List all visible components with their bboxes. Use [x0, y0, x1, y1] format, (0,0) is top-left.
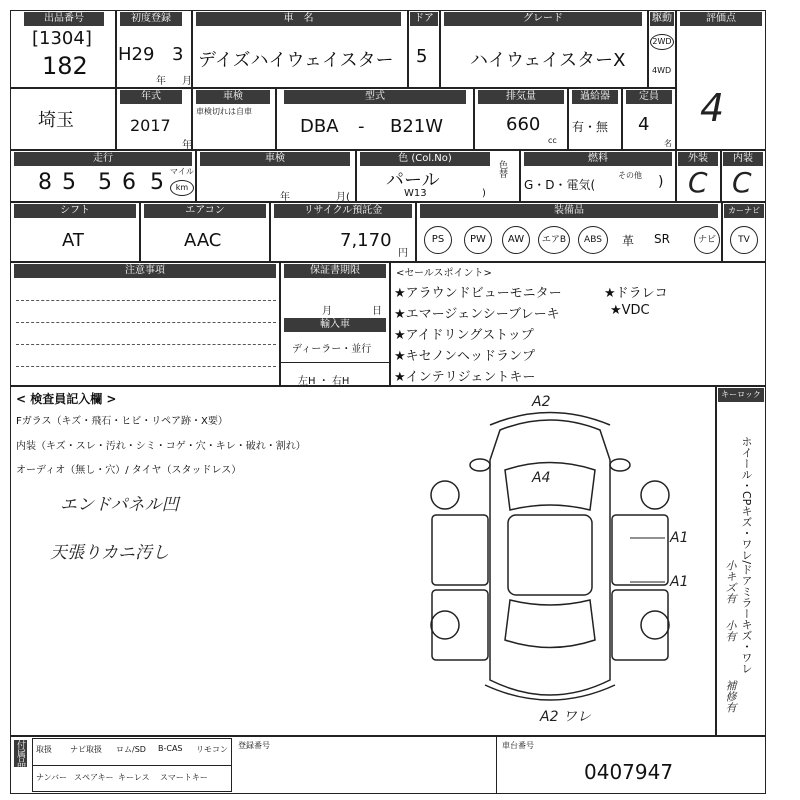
seats-unit: 名	[664, 139, 672, 148]
car-name: デイズハイウェイスター	[198, 50, 394, 71]
car-name-header: 車 名	[196, 12, 401, 26]
accessory-mid-line	[32, 765, 232, 766]
notes-line-3	[16, 344, 276, 345]
unit-mile: マイル	[170, 167, 194, 176]
sales-point-7: ★インテリジェントキー	[394, 370, 536, 385]
mark-right-door-1: A1	[670, 530, 689, 546]
ac-header: エアコン	[144, 204, 266, 218]
acc-keyless: キーレス	[118, 773, 150, 782]
rating-int-header: 内装	[723, 152, 763, 166]
warranty-header: 保証書期限	[284, 264, 386, 278]
shift-value: AT	[62, 230, 84, 251]
unit-km: km	[170, 180, 194, 196]
vehicle-date-header: 車検	[200, 152, 350, 166]
inspection-header: 車検	[196, 90, 270, 104]
seats-header: 定員	[626, 90, 672, 104]
side-column-header: キーロック	[718, 388, 764, 402]
import-header: 輸入車	[284, 318, 386, 332]
notes-line-1	[16, 300, 276, 301]
warranty-month: 月	[322, 306, 332, 317]
equipment-header: 装備品	[420, 204, 718, 218]
sales-point-5: ★アイドリングストップ	[394, 328, 534, 343]
displacement-header: 排気量	[478, 90, 564, 104]
model-type-header: 型式	[284, 90, 466, 104]
import-dealer: ディーラー・並行	[292, 344, 372, 355]
notes-header: 注意事項	[14, 264, 276, 278]
acc-smart-key: スマートキー	[160, 773, 208, 782]
lot-number: 182	[42, 52, 88, 80]
year-unit: 年	[156, 76, 166, 87]
acc-remote: リモコン	[196, 745, 228, 754]
mark-front: A2	[532, 394, 551, 410]
fuel-value: G・D・電気(	[524, 178, 596, 192]
vehicle-month-label: 月(	[336, 192, 350, 203]
mark-roof: A4	[532, 470, 551, 486]
chassis-number: 0407947	[584, 760, 674, 784]
acc-number: ナンバー	[36, 773, 68, 782]
reg-number-label: 登録番号	[238, 741, 270, 750]
first-reg-era: H29	[118, 44, 155, 65]
sales-point-4: ★VDC	[610, 303, 650, 318]
mileage-digit-2: 5	[62, 170, 76, 195]
ac-value: AAC	[184, 230, 222, 251]
nav-tv-header: カーナビ	[724, 204, 764, 218]
color-code: W13	[404, 188, 427, 199]
equip-pw: PW	[464, 226, 492, 254]
sales-point-2: ★ドラレコ	[604, 286, 668, 301]
inspector-hand-1: エンドパネル凹	[60, 495, 179, 515]
notes-line-4	[16, 366, 276, 367]
drive-4wd: 4WD	[652, 66, 672, 75]
mileage-digit-4: 6	[122, 170, 136, 195]
equip-airbag: エアB	[538, 226, 570, 254]
inspector-line-audio: オーディオ（無し・穴）/ タイヤ（スタッドレス）	[16, 465, 242, 476]
lot-code: [1304]	[32, 28, 92, 49]
acc-romsd: ロム/SD	[116, 745, 146, 754]
side-hand-1: 小キズ有	[724, 560, 737, 604]
equip-ps: PS	[424, 226, 452, 254]
warranty-day: 日	[372, 306, 382, 317]
first-reg-header: 初度登録	[120, 12, 182, 26]
side-hand-3: 補修有	[724, 680, 737, 713]
recycle-unit: 円	[398, 248, 408, 259]
displacement-unit: cc	[548, 136, 557, 145]
model-code: B21W	[390, 116, 444, 137]
acc-navi: ナビ取扱	[70, 745, 102, 754]
grade-value: ハイウェイスターX	[470, 50, 626, 71]
notes-line-2	[16, 322, 276, 323]
side-hand-2: 小有	[724, 620, 737, 642]
doors-header: ドア	[410, 12, 438, 26]
import-divider	[280, 362, 390, 363]
year-unit-2: 年	[182, 140, 192, 151]
color-paren-close: )	[482, 188, 486, 199]
inspector-hand-2: 天張りカニ汚し	[50, 543, 169, 563]
mileage-header: 走行	[14, 152, 192, 166]
acc-bcas: B-CAS	[158, 744, 183, 753]
rating-ext-header: 外装	[678, 152, 718, 166]
fuel-other: その他	[618, 171, 642, 180]
mileage-digit-1: 8	[38, 170, 52, 195]
score-header: 評価点	[680, 12, 762, 26]
fuel-header: 燃料	[524, 152, 672, 166]
acc-spare-key: スペアキー	[74, 773, 114, 782]
year-header: 年式	[120, 90, 182, 104]
turbo-header: 過給器	[572, 90, 618, 104]
recycle-value: 7,170	[340, 230, 392, 251]
model-prefix: DBA	[300, 116, 339, 137]
year-value: 2017	[130, 116, 171, 135]
recycle-header: リサイクル預託金	[274, 204, 412, 218]
month-unit: 月	[182, 76, 192, 87]
mark-right-door-2: A1	[670, 574, 689, 590]
inspector-line-glass: Fガラス（キズ・飛石・ヒビ・リペア跡・X要）	[16, 416, 228, 427]
mark-rear: A2 ワレ	[540, 709, 591, 725]
sales-point-3: ★エマージェンシーブレーキ	[394, 307, 560, 322]
sales-point-6: ★キセノンヘッドランプ	[394, 349, 536, 364]
reg-chassis-divider	[496, 736, 497, 794]
car-damage-diagram	[420, 400, 680, 730]
equip-sr: SR	[654, 232, 670, 246]
fuel-close: )	[658, 174, 664, 190]
seats-value: 4	[638, 114, 650, 135]
equip-navi: ナビ	[694, 226, 720, 254]
first-reg-month: 3	[172, 44, 184, 65]
region-value: 埼玉	[38, 110, 74, 131]
displacement-value: 660	[506, 114, 541, 135]
shift-header: シフト	[14, 204, 136, 218]
side-column-text: ホイール・CPキズ・ワレ/ドアミラーキズ・ワレ	[740, 436, 753, 675]
equip-tv: TV	[730, 226, 758, 254]
handle-side: 左H ・ 右H	[298, 376, 350, 387]
vehicle-year-label: 年	[280, 192, 290, 203]
mileage-digit-5: 5	[150, 170, 164, 195]
drive-header: 駆動	[652, 13, 672, 24]
score-value: 4	[700, 86, 725, 130]
inspection-note: 車検切れは自車	[196, 107, 252, 116]
sales-point-1: ★アラウンドビューモニター	[394, 286, 562, 301]
color-change-label: 色替	[497, 160, 507, 178]
color-value: パール	[386, 170, 440, 191]
grade-header: グレード	[444, 12, 642, 26]
inspector-title: < 検査員記入欄 >	[16, 392, 117, 406]
doors-value: 5	[416, 46, 428, 67]
equip-leather: 革	[622, 234, 635, 248]
footer-side-label: 付属品	[15, 740, 25, 767]
model-dash: -	[358, 116, 365, 137]
turbo-value: 有・無	[572, 120, 609, 134]
lot-header: 出品番号	[24, 12, 104, 26]
mileage-digit-3: 5	[98, 170, 112, 195]
rating-int-value: C	[732, 166, 752, 199]
equip-abs: ABS	[578, 226, 608, 254]
rating-ext-value: C	[688, 166, 708, 199]
notes-cell	[10, 262, 280, 386]
acc-handle: 取扱	[36, 745, 52, 754]
equip-aw: AW	[502, 226, 530, 254]
color-header: 色 (Col.No)	[360, 152, 490, 166]
chassis-number-label: 車台番号	[502, 741, 534, 750]
sales-points-header: <セールスポイント>	[396, 268, 492, 279]
inspector-line-interior: 内装（キズ・スレ・汚れ・シミ・コゲ・穴・キレ・破れ・割れ）	[16, 441, 306, 452]
drive-2wd: 2WD	[650, 34, 674, 50]
